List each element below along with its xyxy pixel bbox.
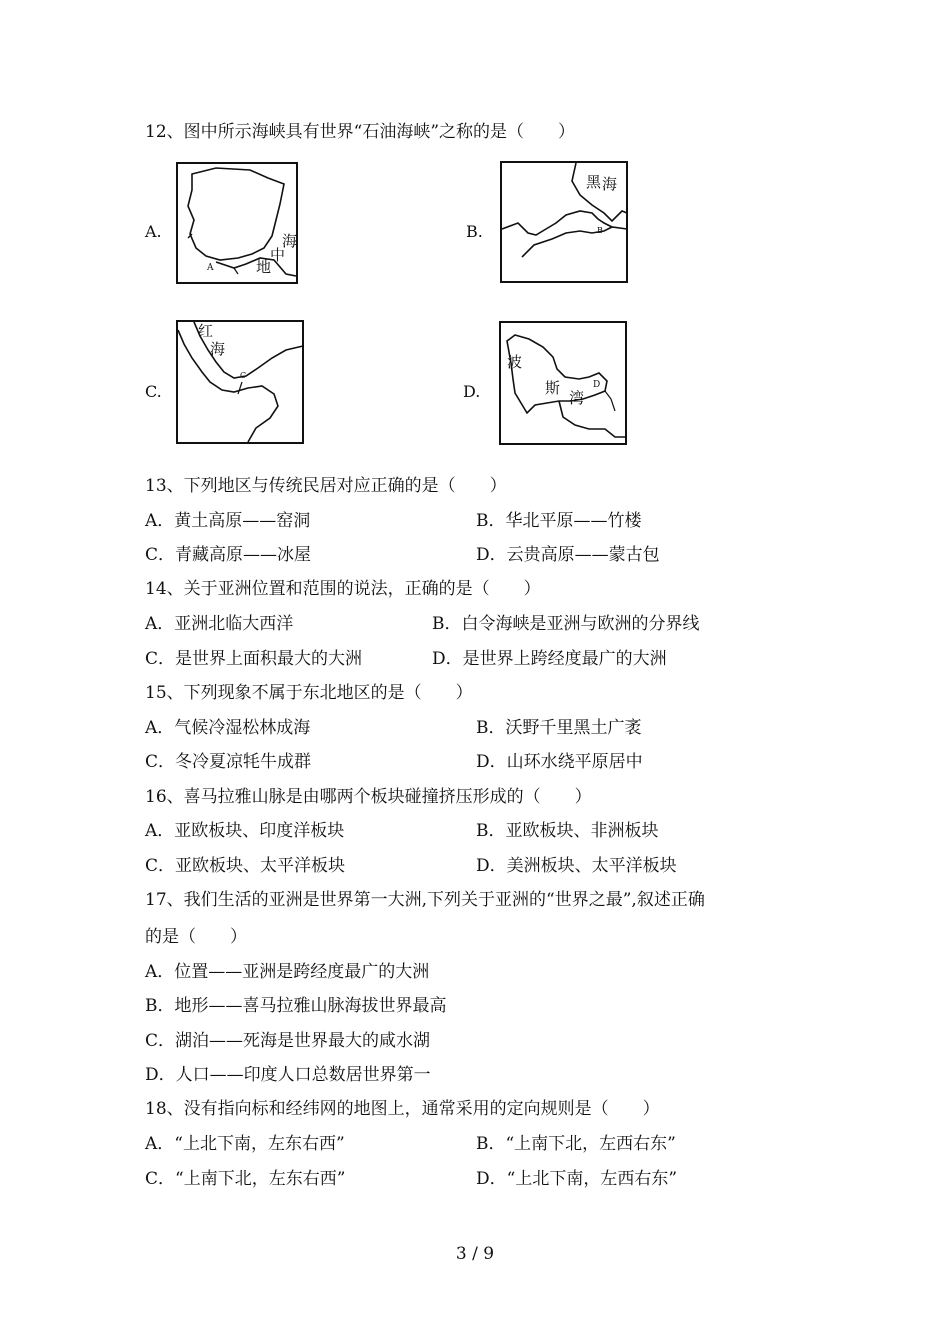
q12-option-a-label[interactable]: A. [145, 222, 162, 241]
map-label: 海 [210, 340, 226, 358]
q12-option-b-label[interactable]: B. [466, 222, 483, 241]
map-label: 红 [198, 322, 214, 340]
q12-option-d-label[interactable]: D. [463, 382, 481, 401]
q13-option-d[interactable]: D．云贵高原——蒙古包 [476, 545, 660, 565]
q16-option-b[interactable]: B．亚欧板块、非洲板块 [476, 821, 659, 841]
q12-option-c-label[interactable]: C. [145, 382, 162, 401]
map-label: 黑 [586, 173, 602, 191]
map-label: A [207, 263, 214, 273]
q17-option-d[interactable]: D．人口——印度人口总数居世界第一 [145, 1065, 431, 1085]
q14-stem: 14、关于亚洲位置和范围的说法，正确的是（ ） [145, 579, 541, 599]
q18-option-c[interactable]: C．“上南下北，左东右西” [145, 1169, 346, 1189]
q12-map-d [499, 321, 627, 445]
map-label: 地 [256, 258, 272, 276]
q15-option-c[interactable]: C．冬冷夏凉牦牛成群 [145, 752, 312, 772]
q17-option-b[interactable]: B．地形——喜马拉雅山脉海拔世界最高 [145, 996, 447, 1016]
q13-stem: 13、下列地区与传统民居对应正确的是（ ） [145, 476, 507, 496]
q17-option-c[interactable]: C．湖泊——死海是世界最大的咸水湖 [145, 1031, 431, 1051]
map-label: 湾 [569, 389, 585, 407]
q18-option-b[interactable]: B．“上南下北，左西右东” [476, 1134, 676, 1154]
map-label: D [593, 380, 601, 390]
map-label: 中 [270, 246, 286, 264]
q18-option-a[interactable]: A．“上北下南，左东右西” [145, 1134, 345, 1154]
q13-option-b[interactable]: B．华北平原——竹楼 [476, 511, 642, 531]
map-label: C [240, 371, 247, 380]
q12-map-a [176, 162, 298, 284]
map-label: 海 [282, 232, 298, 250]
q12-map-b [500, 161, 628, 283]
q16-option-c[interactable]: C．亚欧板块、太平洋板块 [145, 856, 346, 876]
q16-option-d[interactable]: D．美洲板块、太平洋板块 [476, 856, 677, 876]
q14-option-a[interactable]: A．亚洲北临大西洋 [145, 614, 294, 634]
q18-option-d[interactable]: D．“上北下南，左西右东” [476, 1169, 678, 1189]
q15-option-d[interactable]: D．山环水绕平原居中 [476, 752, 643, 772]
map-label: 海 [602, 175, 618, 193]
q17-stem-line1: 17、我们生活的亚洲是世界第一大洲,下列关于亚洲的“世界之最”,叙述正确 [145, 890, 705, 910]
q14-option-d[interactable]: D．是世界上跨经度最广的大洲 [432, 649, 667, 669]
q12-stem: 12、图中所示海峡具有世界“石油海峡”之称的是（ ） [145, 122, 576, 142]
q12-map-c [176, 320, 304, 444]
q17-option-a[interactable]: A．位置——亚洲是跨经度最广的大洲 [145, 962, 430, 982]
q15-option-b[interactable]: B．沃野千里黑土广袤 [476, 718, 642, 738]
q15-stem: 15、下列现象不属于东北地区的是（ ） [145, 683, 473, 703]
q16-option-a[interactable]: A．亚欧板块、印度洋板块 [145, 821, 345, 841]
q15-option-a[interactable]: A．气候冷湿松林成海 [145, 718, 311, 738]
map-label: B [597, 226, 603, 235]
q14-option-b[interactable]: B．白令海峡是亚洲与欧洲的分界线 [432, 614, 700, 634]
q13-option-c[interactable]: C．青藏高原——冰屋 [145, 545, 312, 565]
q13-option-a[interactable]: A．黄土高原——窑洞 [145, 511, 311, 531]
q18-stem: 18、没有指向标和经纬网的地图上，通常采用的定向规则是（ ） [145, 1099, 660, 1119]
map-label: 斯 [545, 379, 561, 397]
q14-option-c[interactable]: C．是世界上面积最大的大洲 [145, 649, 363, 669]
q17-stem-line2: 的是（ ） [145, 927, 247, 947]
q16-stem: 16、喜马拉雅山脉是由哪两个板块碰撞挤压形成的（ ） [145, 787, 592, 807]
page-number: 3 / 9 [455, 1244, 495, 1264]
map-label: 波 [507, 353, 523, 371]
